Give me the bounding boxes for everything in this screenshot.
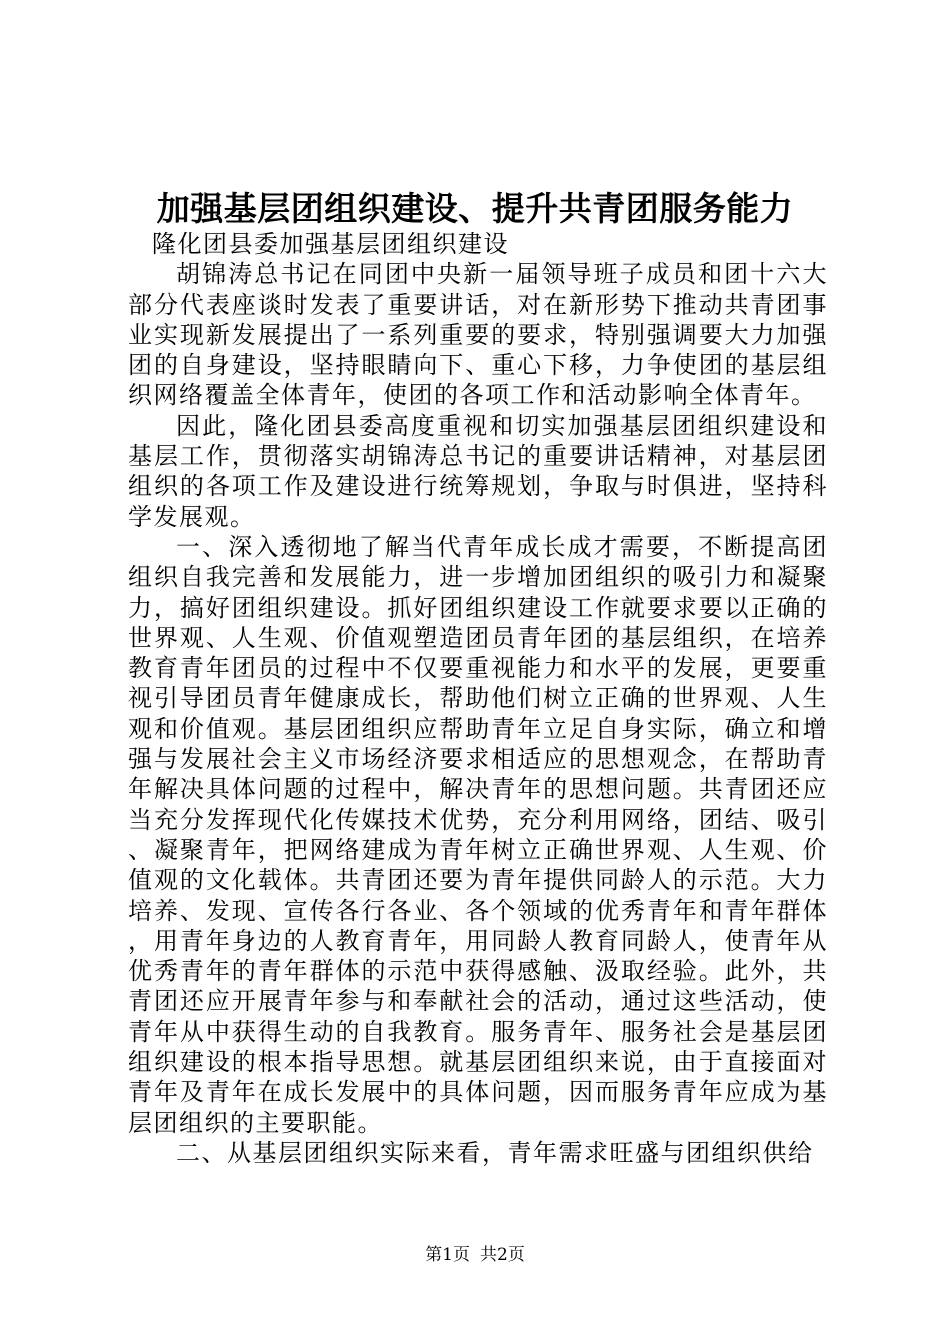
page-total: 共2页 [480, 1245, 525, 1265]
paragraph-1: 胡锦涛总书记在同团中央新一届领导班子成员和团十六大部分代表座谈时发表了重要讲话，对在新形势下推动共青团事业实现新发展提出了一系列重要的要求，特别强调要大力加强团的自身建设，坚持眼睛向下、重心下移，力争使团的基层组织网络覆盖全体青年，使团的各项工作和活动影响全体青年。 [128, 260, 828, 410]
document-body [128, 229, 828, 1168]
paragraph-4: 二、从基层团组织实际来看，青年需求旺盛与团组织供给 [176, 1138, 814, 1167]
page-footer [0, 1244, 950, 1266]
document-subtitle: 隆化团县委加强基层团组织建设 [152, 230, 509, 258]
document-title: 加强基层团组织建设、提升共青团服务能力 [156, 189, 794, 228]
paragraph-3: 一、深入透彻地了解当代青年成长成才需要，不断提高团组织自我完善和发展能力，进一步增加团组织的吸引力和凝聚力，搞好团组织建设。抓好团组织建设工作就要求要以正确的世界观、人生观、价值观塑造团员青年团的基层组织，在培养教育青年团员的过程中不仅要重视能力和水平的发展，更要重视引导团员青年健康成长，帮助他们树立正确的世界观、人生观和价值观。基层团组织应帮助青年立足自身实际，确立和增强与发展社会主义市场经济要求相适应的思想观念，在帮助青年解决具体问题的过程中，解决青年的思想问题。共青团还应当充分发挥现代化传媒技术优势，充分利用网络，团结、吸引、凝聚青年，把网络建成为青年树立正确世界观、人生观、价值观的文化载体。共青团还要为青年提供同龄人的示范。大力培养、发现、宣传各行各业、各个领域的优秀青年和青年群体，用青年身边的人教育青年，用同龄人教育同龄人，使青年从优秀青年的青年群体的示范中获得感触、汲取经验。此外，共青团还应开展青年参与和奉献社会的活动，通过这些活动，使青年从中获得生动的自我教育。服务青年、服务社会是基层团组织建设的根本指导思想。就基层团组织来说，由于直接面对青年及青年在成长发展中的具体问题，因而服务青年应成为基层团组织的主要职能。 [128, 532, 828, 1137]
page-number: 第1页 [425, 1245, 470, 1265]
paragraph-2: 因此，隆化团县委高度重视和切实加强基层团组织建设和基层工作，贯彻落实胡锦涛总书记的重要讲话精神，对基层团组织的各项工作及建设进行统筹规划，争取与时俱进，坚持科学发展观。 [128, 411, 828, 531]
